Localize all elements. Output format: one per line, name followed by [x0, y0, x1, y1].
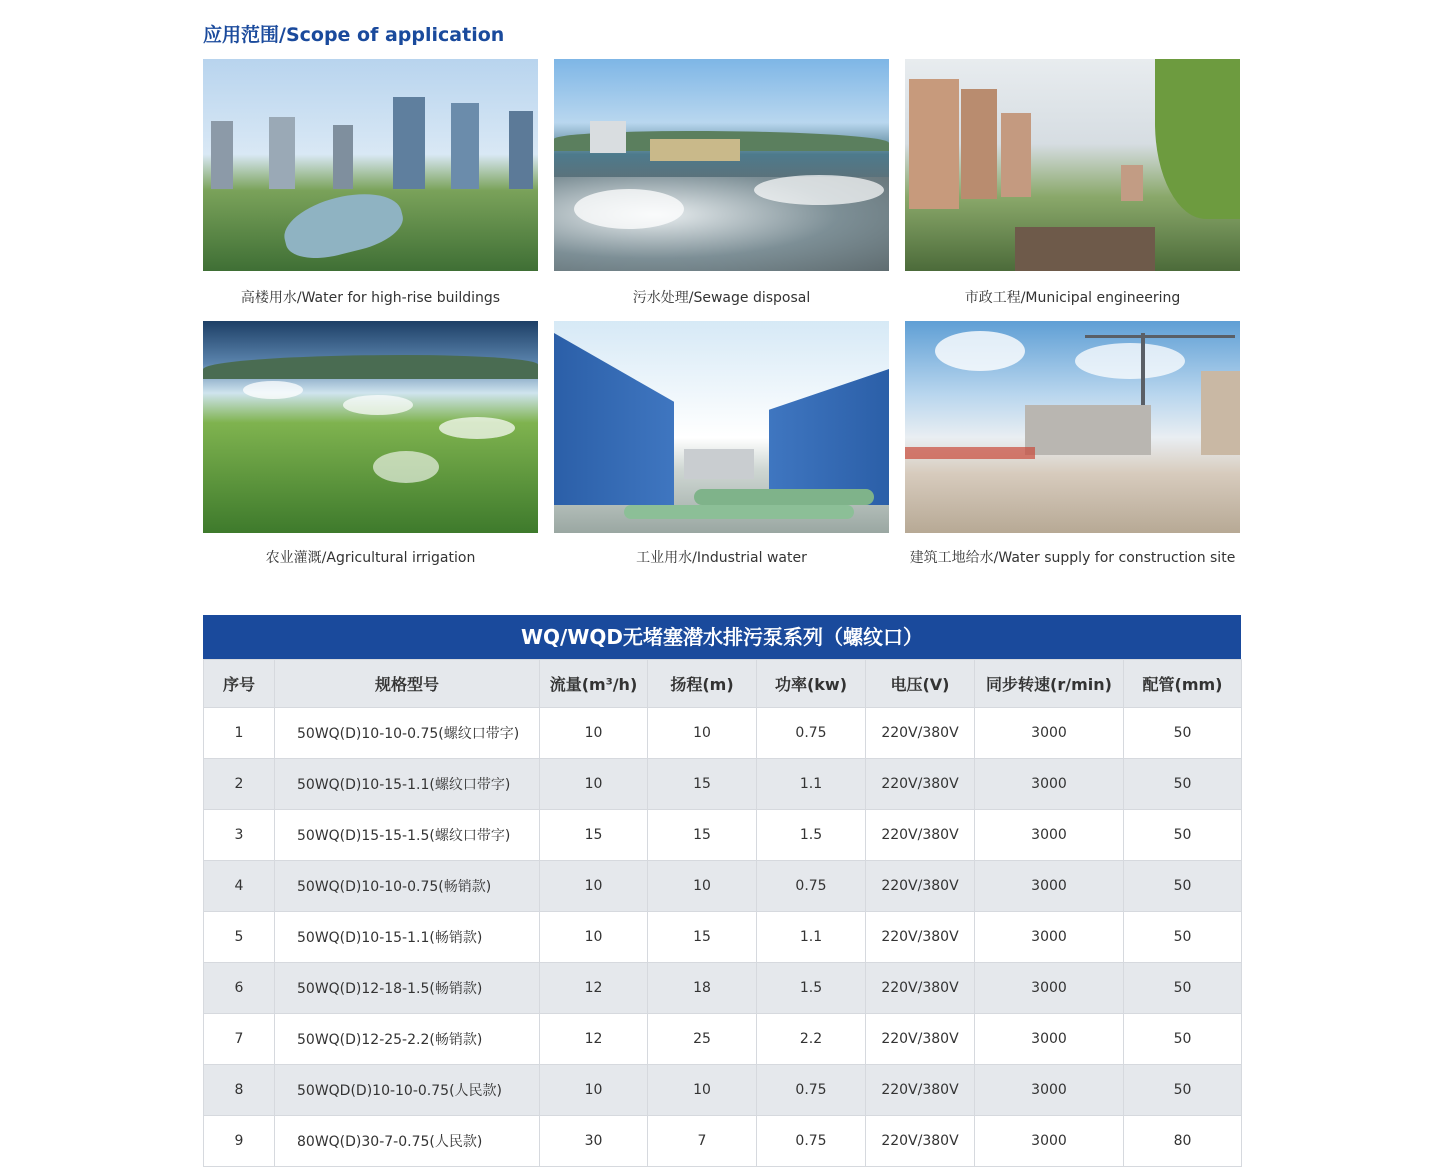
gallery-caption: 高楼用水/Water for high-rise buildings: [240, 290, 501, 306]
cell-speed: 3000: [975, 1014, 1124, 1065]
cell-head: 15: [648, 810, 757, 861]
col-header-voltage: 电压(V): [866, 660, 975, 708]
cell-power: 1.1: [757, 912, 866, 963]
cell-head: 18: [648, 963, 757, 1014]
cell-pipe: 50: [1124, 861, 1242, 912]
cell-model: 50WQ(D)12-18-1.5(畅销款): [275, 963, 540, 1014]
gallery-card-construction[interactable]: [905, 321, 1240, 566]
cell-pipe: 50: [1124, 759, 1242, 810]
table-row: [204, 759, 1242, 810]
cell-power: 0.75: [757, 708, 866, 759]
col-header-index: 序号: [204, 660, 275, 708]
cell-model: 50WQ(D)10-10-0.75(螺纹口带字): [275, 708, 540, 759]
cell-model: 50WQD(D)10-10-0.75(人民款): [275, 1065, 540, 1116]
cell-voltage: 220V/380V: [866, 912, 975, 963]
cell-head: 15: [648, 912, 757, 963]
cell-speed: 3000: [975, 1065, 1124, 1116]
cell-power: 1.5: [757, 810, 866, 861]
cell-index: 7: [204, 1014, 275, 1065]
gallery-caption: 建筑工地给水/Water supply for construction site: [909, 550, 1236, 566]
cell-model: 50WQ(D)10-15-1.1(畅销款): [275, 912, 540, 963]
cell-voltage: 220V/380V: [866, 1116, 975, 1167]
gallery-caption: 工业用水/Industrial water: [636, 550, 807, 566]
cell-model: 50WQ(D)10-15-1.1(螺纹口带字): [275, 759, 540, 810]
cell-head: 10: [648, 1065, 757, 1116]
cell-speed: 3000: [975, 912, 1124, 963]
cell-voltage: 220V/380V: [866, 963, 975, 1014]
cell-head: 15: [648, 759, 757, 810]
industrial-water-photo: [554, 321, 889, 533]
table-row: [204, 912, 1242, 963]
table-row: [204, 1065, 1242, 1116]
cell-voltage: 220V/380V: [866, 810, 975, 861]
table-row: [204, 1116, 1242, 1167]
table-row: [204, 1014, 1242, 1065]
table-row: [204, 861, 1242, 912]
high-rise-buildings-photo: [203, 59, 538, 271]
spec-table: [203, 659, 1242, 1167]
gallery-card-agricultural[interactable]: [203, 321, 538, 566]
gallery-card-high-rise[interactable]: [203, 59, 538, 306]
col-header-model: 规格型号: [275, 660, 540, 708]
cell-power: 1.1: [757, 759, 866, 810]
col-header-power: 功率(kw): [757, 660, 866, 708]
cell-index: 8: [204, 1065, 275, 1116]
table-row: [204, 963, 1242, 1014]
agricultural-irrigation-photo: [203, 321, 538, 533]
cell-power: 0.75: [757, 861, 866, 912]
cell-head: 10: [648, 861, 757, 912]
table-row: [204, 708, 1242, 759]
cell-voltage: 220V/380V: [866, 1014, 975, 1065]
col-header-head: 扬程(m): [648, 660, 757, 708]
cell-pipe: 50: [1124, 912, 1242, 963]
cell-head: 25: [648, 1014, 757, 1065]
cell-speed: 3000: [975, 963, 1124, 1014]
table-title: WQ/WQD无堵塞潜水排污泵系列（螺纹口）: [203, 615, 1241, 659]
cell-flow: 10: [540, 912, 648, 963]
cell-power: 1.5: [757, 963, 866, 1014]
cell-index: 9: [204, 1116, 275, 1167]
cell-speed: 3000: [975, 759, 1124, 810]
gallery-card-sewage[interactable]: [554, 59, 889, 306]
cell-voltage: 220V/380V: [866, 759, 975, 810]
cell-pipe: 50: [1124, 1065, 1242, 1116]
product-table: [203, 615, 1241, 1167]
cell-speed: 3000: [975, 708, 1124, 759]
cell-index: 3: [204, 810, 275, 861]
cell-index: 6: [204, 963, 275, 1014]
cell-model: 50WQ(D)10-10-0.75(畅销款): [275, 861, 540, 912]
municipal-engineering-photo: [905, 59, 1240, 271]
cell-flow: 12: [540, 963, 648, 1014]
cell-pipe: 50: [1124, 708, 1242, 759]
section-title: 应用范围/Scope of application: [203, 24, 505, 46]
cell-head: 10: [648, 708, 757, 759]
cell-flow: 15: [540, 810, 648, 861]
gallery-card-industrial[interactable]: [554, 321, 889, 566]
cell-index: 2: [204, 759, 275, 810]
gallery-caption: 农业灌溉/Agricultural irrigation: [265, 550, 476, 566]
cell-voltage: 220V/380V: [866, 708, 975, 759]
cell-voltage: 220V/380V: [866, 861, 975, 912]
cell-pipe: 50: [1124, 1014, 1242, 1065]
gallery-caption: 污水处理/Sewage disposal: [632, 290, 811, 306]
table-row: [204, 810, 1242, 861]
cell-flow: 10: [540, 1065, 648, 1116]
cell-flow: 10: [540, 708, 648, 759]
cell-speed: 3000: [975, 861, 1124, 912]
cell-pipe: 80: [1124, 1116, 1242, 1167]
cell-power: 2.2: [757, 1014, 866, 1065]
construction-site-photo: [905, 321, 1240, 533]
cell-power: 0.75: [757, 1116, 866, 1167]
gallery-card-municipal[interactable]: [905, 59, 1240, 306]
col-header-flow: 流量(m³/h): [540, 660, 648, 708]
cell-flow: 30: [540, 1116, 648, 1167]
cell-model: 80WQ(D)30-7-0.75(人民款): [275, 1116, 540, 1167]
cell-flow: 12: [540, 1014, 648, 1065]
cell-pipe: 50: [1124, 963, 1242, 1014]
cell-index: 5: [204, 912, 275, 963]
cell-model: 50WQ(D)12-25-2.2(畅销款): [275, 1014, 540, 1065]
cell-voltage: 220V/380V: [866, 1065, 975, 1116]
cell-flow: 10: [540, 759, 648, 810]
cell-index: 4: [204, 861, 275, 912]
cell-head: 7: [648, 1116, 757, 1167]
col-header-speed: 同步转速(r/min): [975, 660, 1124, 708]
cell-pipe: 50: [1124, 810, 1242, 861]
cell-index: 1: [204, 708, 275, 759]
cell-speed: 3000: [975, 1116, 1124, 1167]
cell-speed: 3000: [975, 810, 1124, 861]
col-header-pipe: 配管(mm): [1124, 660, 1242, 708]
table-header-row: [204, 660, 1242, 708]
cell-power: 0.75: [757, 1065, 866, 1116]
cell-model: 50WQ(D)15-15-1.5(螺纹口带字): [275, 810, 540, 861]
gallery-caption: 市政工程/Municipal engineering: [964, 290, 1181, 306]
sewage-disposal-photo: [554, 59, 889, 271]
cell-flow: 10: [540, 861, 648, 912]
